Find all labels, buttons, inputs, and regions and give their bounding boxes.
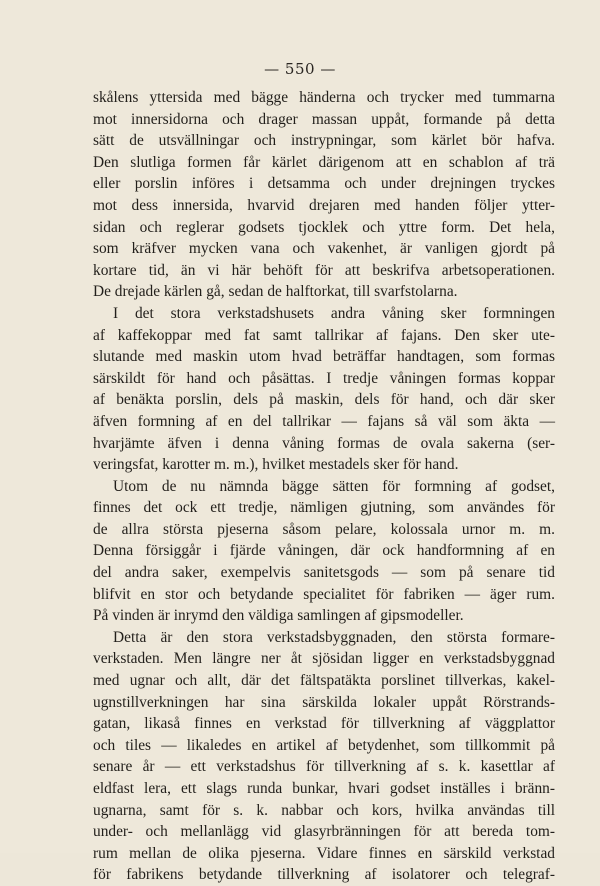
page-number: — 550 — (264, 60, 336, 78)
text-line: blifvit en stor och betydande specialitet för fabriken — äger rum. (93, 585, 555, 603)
text-line: sidan och reglerar godsets tjocklek och yttre form. Det hela, (93, 218, 555, 236)
text-line: ugnstillverkningen har sina särskilda lokaler uppåt Rörstrands- (93, 693, 555, 711)
text-line: skålens yttersida med bägge händerna och trycker med tummarna (93, 89, 555, 106)
text-line: Detta är den stora verkstadsbyggnaden, den största formare- (113, 628, 555, 646)
text-line: de allra största pjeserna såsom pelare, kolossala urnor m. m. (93, 520, 555, 538)
text-line: särskildt för hand och påsättas. I tredje våningen formas koppar (93, 369, 555, 387)
text-line: med ugnar och allt, där det fältspatäkta porslinet tillverkas, kakel- (93, 672, 555, 690)
text-line: Den slutliga formen får kärlet därigenom att en schablon af trä (93, 153, 555, 171)
text-line: finnes det ock ett tredje, nämligen gjutning, som användes för (93, 499, 555, 517)
text-line: under- och mellanlägg vid glasyrbränningen för att bereda tom- (93, 823, 555, 841)
text-line: för fabrikens betydande tillverkning af isolatorer och telegraf- (93, 866, 555, 884)
text-line: ugnarna, samt för s. k. nabbar och kors, hvilka användas till (93, 801, 555, 819)
body-text (93, 87, 555, 886)
text-line: rum mellan de olika pjeserna. Vidare finnes en särskild verkstad (93, 844, 555, 862)
text-line: kortare tid, än vi här behöft för att beskrifva arbetsoperationen. (93, 261, 555, 279)
text-line: mot dess innersida, hvarvid drejaren med handen följer ytter- (93, 196, 555, 214)
text-line: På vinden är inrymd den väldiga samlingen af gipsmodeller. (93, 607, 464, 625)
text-line: gatan, likaså finnes en verkstad för tillverkning af väggplattor (93, 715, 555, 733)
text-line: Denna försiggår i fjärde våningen, där ock handformning af en (93, 542, 555, 560)
text-line: De drejade kärlen gå, sedan de halftorkat, till svarfstolarna. (93, 283, 458, 301)
text-line: verkstaden. Men längre ner åt sjösidan ligger en verkstadsbyggnad (93, 650, 555, 668)
text-line: hvarjämte äfven i denna våning formas de ovala sakerna (ser- (93, 434, 555, 452)
text-line: sätt de utsvällningar och instrypningar, som kärlet bör hafva. (93, 132, 555, 150)
text-line: äfven formning af en del tallrikar — fajans så väl som äkta — (93, 412, 555, 430)
text-line: och tiles — likaledes en artikel af betydenhet, som tillkommit på (93, 736, 555, 754)
text-line: del andra saker, exempelvis sanitetsgods — som på senare tid (93, 564, 555, 582)
text-line: som kräfver mycken vana och vakenhet, är vanligen gjordt på (93, 240, 555, 258)
text-line: eldfast lera, ett slags runda bunkar, hvari godset inställes i bränn- (93, 780, 555, 797)
text-line: mot innersidorna och drager massan uppåt, formande på detta (93, 110, 555, 128)
text-line: af kaffekoppar med fat samt tallrikar af fajans. Den sker ute- (93, 326, 555, 344)
text-line: af benäkta porslin, dels på maskin, dels för hand, och där sker (93, 391, 555, 409)
text-line: Utom de nu nämnda bägge sätten för formning af godset, (113, 477, 555, 495)
text-line: veringsfat, karotter m. m.), hvilket mestadels sker för hand. (93, 456, 459, 474)
text-line: I det stora verkstadshusets andra våning sker formningen (113, 304, 555, 322)
text-line: senare år — ett verkstadshus för tillverkning af s. k. kasettlar af (93, 758, 555, 776)
text-line: eller porslin införes i detsamma och under drejningen tryckes (93, 175, 555, 193)
text-line: slutande med maskin utom hvad beträffar handtagen, som formas (93, 348, 555, 366)
